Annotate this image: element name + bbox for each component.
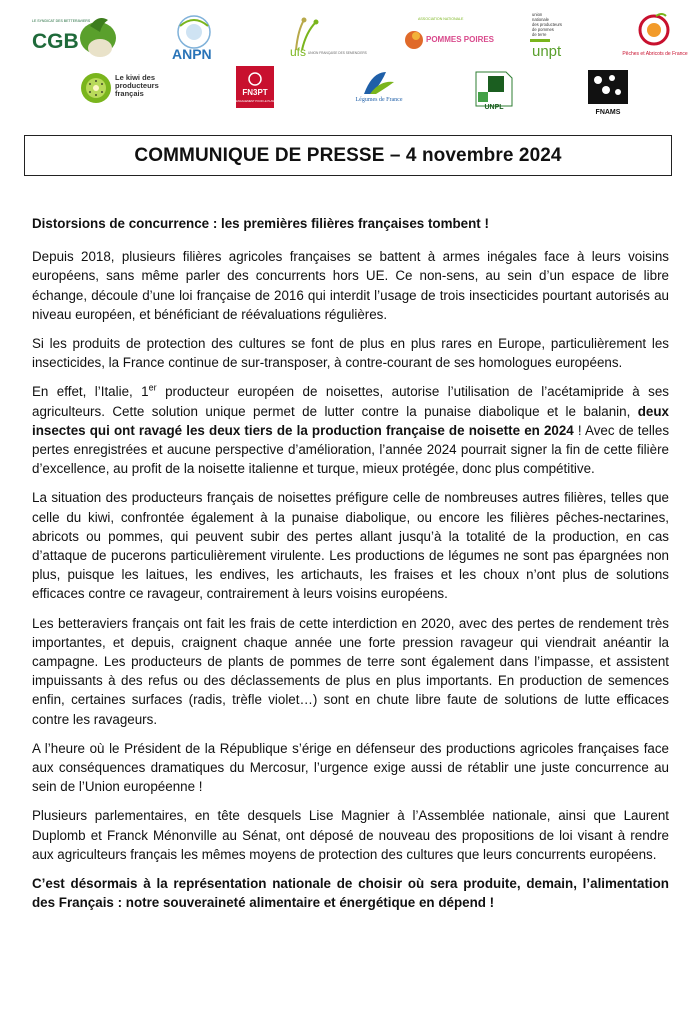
cgb-name: CGB — [32, 30, 79, 53]
conclusion: C’est désormais à la représentation nationale de choisir où sera produite, demain, l’alimentation des Français : notre souveraineté alimentaire et énergétique en dépend ! — [32, 876, 669, 911]
headline: Distorsions de concurrence : les premières filières françaises tombent ! — [32, 216, 489, 231]
peches-abricots-logo — [620, 10, 690, 64]
paragraph-3-part-b: producteur européen de noisettes, autorise l’utilisation de l’acétamipride à ses agriculteurs. Cette solution unique permet de lutter contre la punaise diabolique et le balanin, — [32, 384, 669, 419]
unpt-line-2: nationale — [532, 17, 549, 22]
partner-logos — [0, 0, 698, 125]
unpt-line-3: des producteurs — [532, 22, 563, 27]
unpl-logo — [470, 68, 518, 112]
paragraph-3 — [32, 382, 669, 478]
kiwi-logo — [78, 68, 186, 108]
paragraph-3-emphasis: deux insectes qui ont ravagé les deux tiers de la production française de noisette en 2024 — [32, 403, 669, 438]
fnams-name: FNAMS — [595, 109, 621, 116]
pommes-poires-name: POMMES POIRES — [426, 35, 495, 44]
press-release-body — [32, 214, 669, 923]
unpt-line-4: de pommes — [532, 27, 554, 32]
pommes-poires-logo — [404, 14, 495, 56]
peches-abricots-name: Pêches et Abricots de France — [622, 51, 688, 57]
paragraph-4: La situation des producteurs français de noisettes préfigure celle de nombreuses autres filières, telles que celle du kiwi, confrontée également à la punaise diabolique, ou encore les filières pêches-nectarines, abricots ou pommes, qui peuvent subir des pertes allant jusqu’à la totalité de la production, en cas d’attaque de pucerons particulièrement virulente. Les productions de légumes ne sont pas épargnées non plus, puisque les laitues, les endives, les artichauts, les fraises et les choux n’ont plus de solutions efficaces contre ce ravageur, contrairement à leurs voisins européens. — [32, 490, 669, 602]
cgb-logo — [28, 12, 124, 62]
unpt-line-5: de terre — [532, 32, 547, 37]
fnams-logo — [584, 68, 632, 116]
cgb-tagline: LE SYNDICAT DES BETTERAVIERS — [32, 19, 91, 23]
press-release-title: COMMUNIQUE DE PRESSE – 4 novembre 2024 — [24, 135, 672, 176]
paragraph-6: A l’heure où le Président de la République s’érige en défenseur des productions agricoles françaises face aux conséquences dramatiques du Mercosur, l’urgence exige aussi de rétablir une juste concurrence au sein de l’Union européenne ! — [32, 740, 669, 795]
paragraph-1: Depuis 2018, plusieurs filières agricoles françaises se battent à armes inégales face à leurs voisins européens, sans même parler des concurrents hors UE. Ce non-sens, au sein d’un espace de libre échange, découle d’une loi française de 2016 qui interdit l’usage de trois insecticides pourtant autorisés au niveau européen, et bénéficiant de réévaluations régulières. — [32, 249, 669, 322]
legumes-de-france-name: Légumes de France — [355, 97, 403, 103]
anpn-name: ANPN — [172, 46, 212, 62]
unpl-name: UNPL — [484, 104, 504, 111]
paragraph-2: Si les produits de protection des cultures se font de plus en plus rares en Europe, particulièrement les insecticides, la France continue de sur-transposer, à contre-courant de ses homologues européens. — [32, 336, 669, 371]
unpt-name: unpt — [532, 43, 562, 60]
ordinal-superscript: er — [148, 382, 157, 393]
legumes-de-france-logo — [354, 68, 404, 110]
fn3pt-tagline: L'ENGAGEMENT POUR LE PLANT — [234, 100, 276, 103]
ufs-name: ufs — [290, 45, 307, 59]
paragraph-7: Plusieurs parlementaires, en tête desquels Lise Magnier à l’Assemblée nationale, ainsi que Laurent Duplomb et Franck Ménonville au Sénat, ont déposé de nouveau des propositions de loi visant à rendre aux agriculteurs français les mêmes moyens de protection des cultures que leurs concurrents européens. — [32, 808, 669, 862]
unpt-logo — [526, 10, 590, 62]
svg-text:union nationale — [532, 12, 563, 37]
unpt-line-1: union — [532, 12, 543, 17]
paragraph-3-part-c: ! Avec de telles pertes enregistrées et aucune perspective d’amélioration, l’année 2024 pourrait signer la fin de cette filière d’excellence, au profit de la noisette italienne et turque, mieux protégée, donc plus compétitive. — [32, 422, 670, 477]
paragraph-5: Les betteraviers français ont fait les frais de cette interdiction en 2020, avec des pertes de rendement très importantes, et depuis, craignent chaque année une forte pression ravageur qui viendrait anéantir la campagne. Les producteurs de plants de pommes de terre sont également dans l’impasse, et assistent impuissants à des refus ou des déclassements de plus en plus importants. En production de semences enfin, certaines surfaces (radis, trèfle violet…) sont en chute libre faute de solutions de lutte efficaces contre les ravageurs. — [32, 615, 669, 727]
ufs-logo — [286, 12, 367, 59]
ufs-tagline: UNION FRANÇAISE DES SEMENCIERS — [308, 51, 367, 55]
fn3pt-logo — [236, 66, 274, 108]
kiwi-name: Le kiwi des producteurs français — [115, 73, 159, 98]
pommes-poires-top: ASSOCIATION NATIONALE — [418, 17, 464, 21]
paragraph-3-part-a: En effet, l’Italie, 1 — [32, 384, 149, 400]
anpn-logo — [160, 12, 230, 62]
fn3pt-name: FN3PT — [242, 88, 268, 97]
